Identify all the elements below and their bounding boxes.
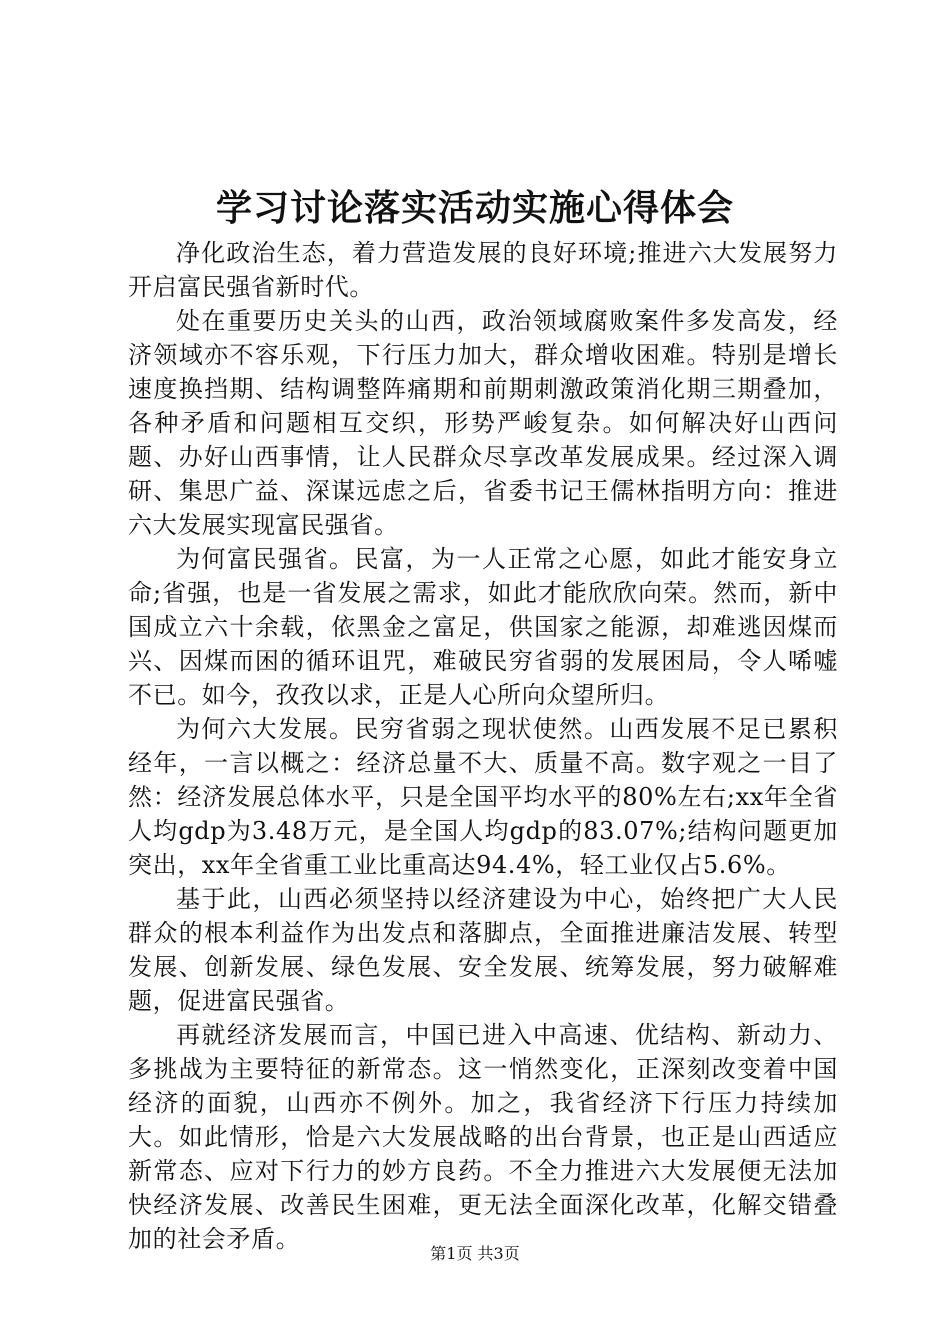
paragraph: 再就经济发展而言，中国已进入中高速、优结构、新动力、多挑战为主要特征的新常态。这一悄然变化，正深刻改变着中国经济的面貌，山西亦不例外。加之，我省经济下行压力持续加大。如此情形，恰是六大发展战略的出台背景，也正是山西适应新常态、应对下行力的妙方良药。不全力推进六大发展便无法加快经济发展、改善民生困难，更无法全面深化改革，化解交错叠加的社会矛盾。 xyxy=(128,1021,838,1253)
paragraph: 处在重要历史关头的山西，政治领域腐败案件多发高发，经济领域亦不容乐观，下行压力加大，群众增收困难。特别是增长速度换挡期、结构调整阵痛期和前期刺激政策消化期三期叠加，各种矛盾和问题相互交织，形势严峻复杂。如何解决好山西问题、办好山西事情，让人民群众尽享改革发展成果。经过深入调研、集思广益、深谋远虑之后，省委书记王儒林指明方向：推进六大发展实现富民强省。 xyxy=(128,307,838,539)
page-number-footer: 第1页 共3页 xyxy=(430,1244,520,1263)
document-body xyxy=(128,236,838,1256)
paragraph: 为何富民强省。民富，为一人正常之心愿，如此才能安身立命;省强，也是一省发展之需求，如此才能欣欣向荣。然而，新中国成立六十余载，依黑金之富足，供国家之能源，却难逃因煤而兴、因煤而困的循环诅咒，难破民穷省弱的发展困局，令人唏嘘不已。如今，孜孜以求，正是人心所向众望所归。 xyxy=(128,545,838,709)
paragraph: 为何六大发展。民穷省弱之现状使然。山西发展不足已累积经年，一言以概之：经济总量不大、质量不高。数字观之一目了然：经济发展总体水平，只是全国平均水平的80%左右;xx年全省人均gdp为3.48万元，是全国人均gdp的83.07%;结构问题更加突出，xx年全省重工业比重高达94.4%，轻工业仅占5.6%。 xyxy=(128,715,838,879)
paragraph: 基于此，山西必须坚持以经济建设为中心，始终把广大人民群众的根本利益作为出发点和落脚点，全面推进廉洁发展、转型发展、创新发展、绿色发展、安全发展、统筹发展，努力破解难题，促进富民强省。 xyxy=(128,885,838,1015)
paragraph: 净化政治生态，着力营造发展的良好环境;推进六大发展努力开启富民强省新时代。 xyxy=(128,239,838,301)
document-title: 学习讨论落实活动实施心得体会 xyxy=(215,187,734,229)
